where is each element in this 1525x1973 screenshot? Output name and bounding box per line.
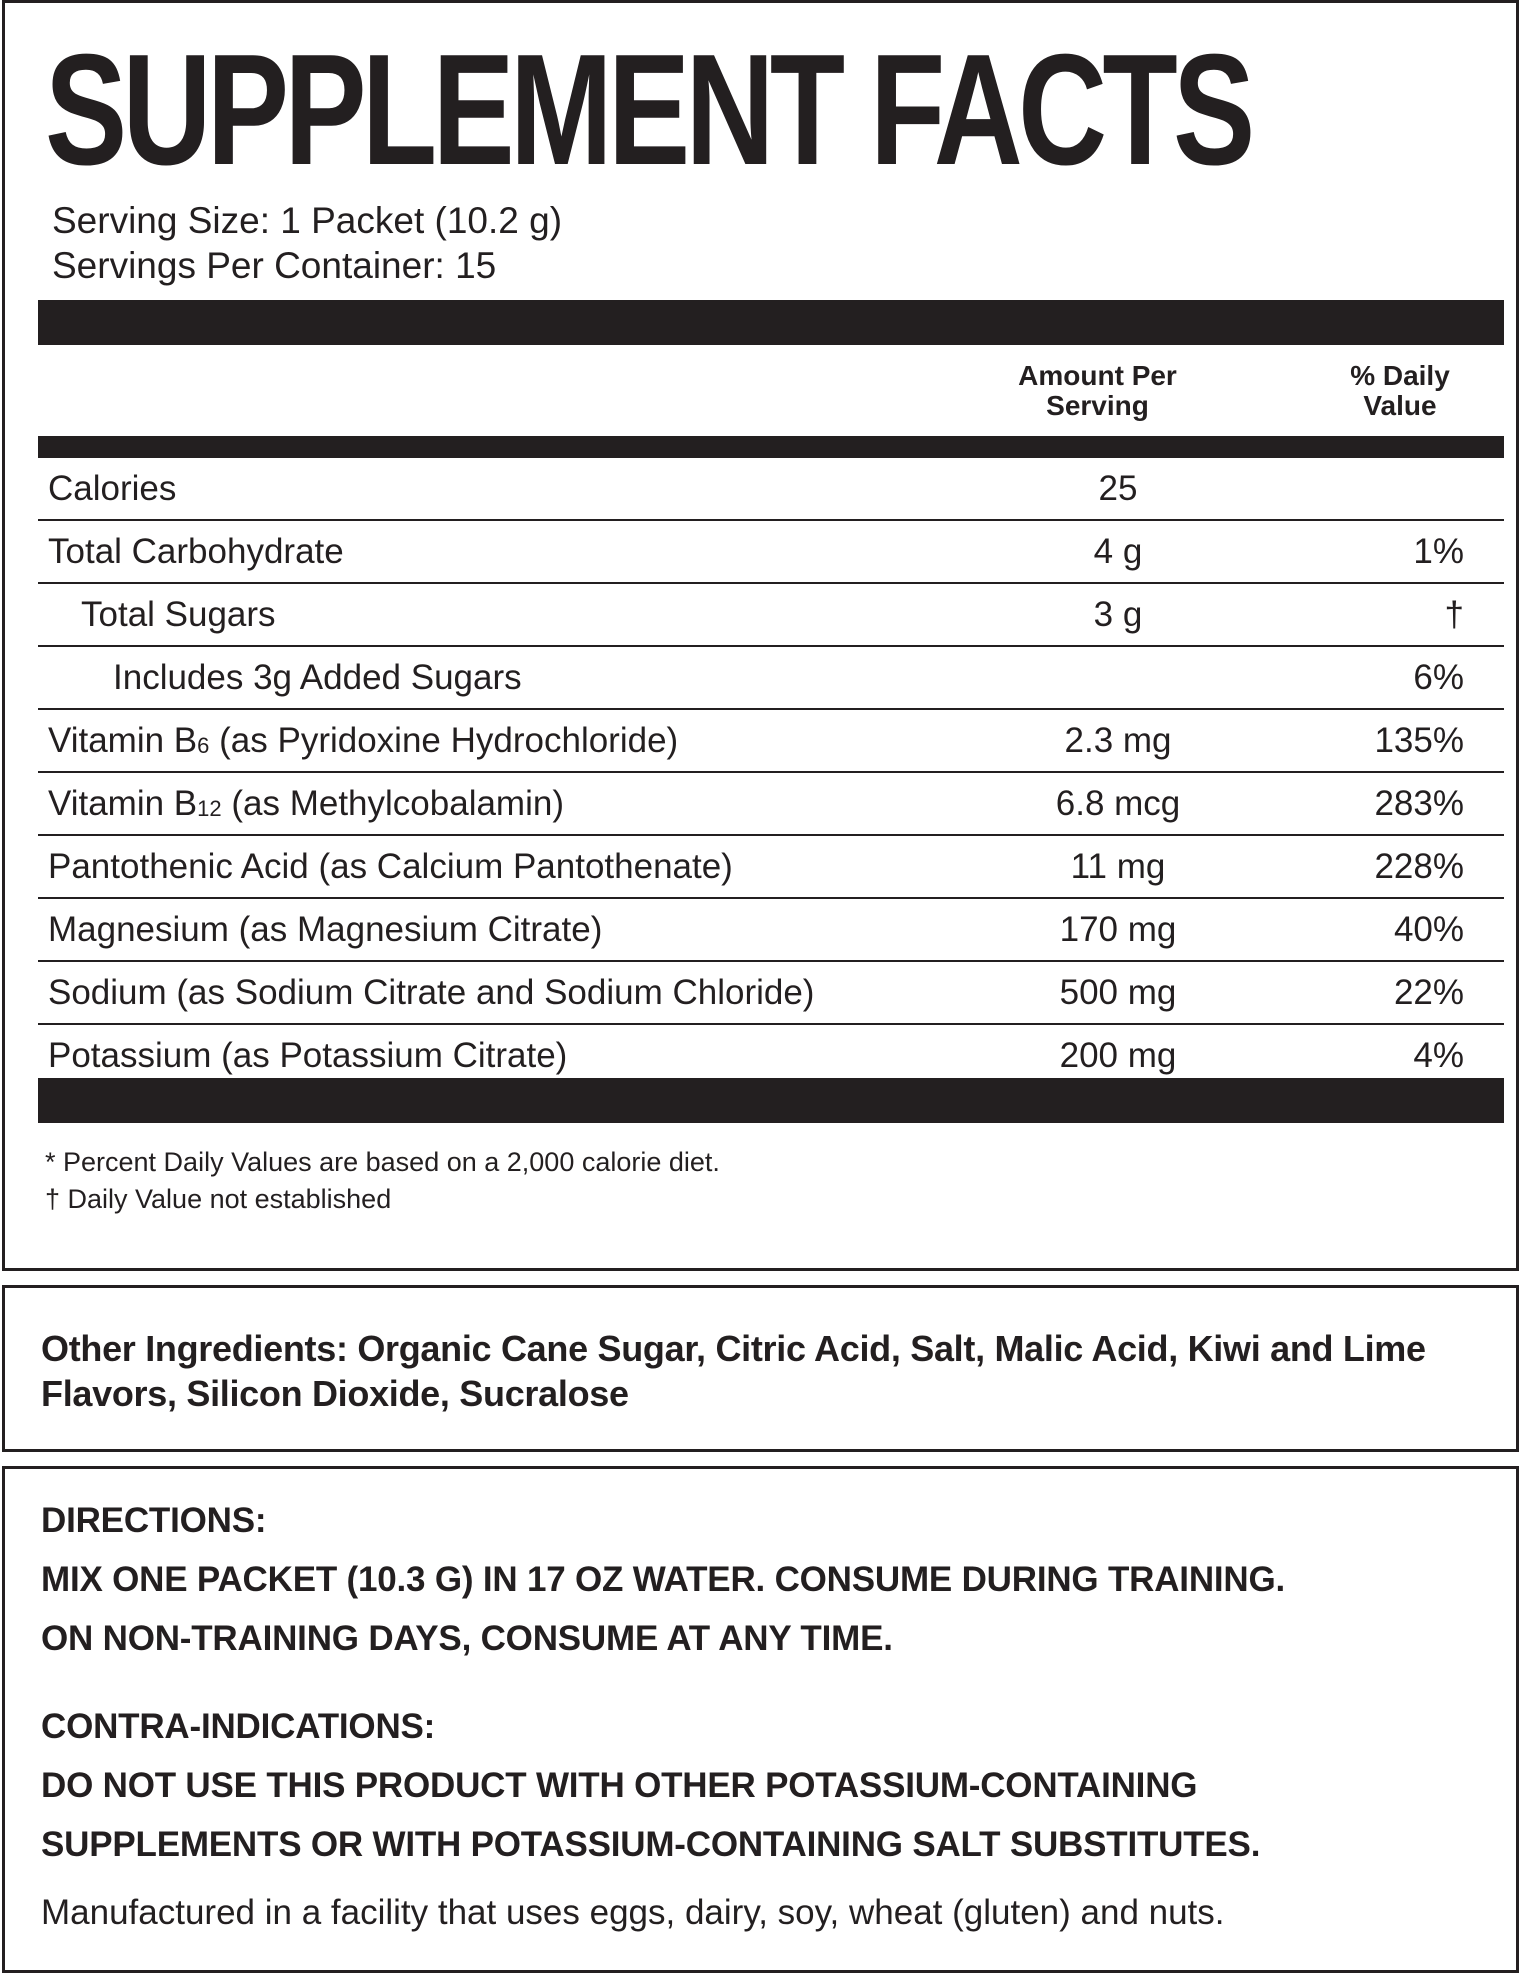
nutrient-name-main: Vitamin B — [48, 784, 198, 823]
nutrient-amount: 6.8 mcg — [1055, 784, 1181, 823]
nutrient-daily-value: 4% — [1413, 1036, 1464, 1075]
allergen-statement: Manufactured in a facility that uses eggs, dairy, soy, wheat (gluten) and nuts. — [41, 1893, 1225, 1932]
footnote-dagger: † Daily Value not established — [45, 1184, 392, 1214]
nutrient-daily-value: 1% — [1413, 532, 1464, 571]
nutrient-name — [48, 721, 678, 765]
nutrient-amount: 4 g — [1093, 532, 1143, 571]
nutrient-name: Magnesium (as Magnesium Citrate) — [48, 910, 603, 949]
nutrient-daily-value: 22% — [1393, 973, 1464, 1012]
table-row — [38, 899, 1504, 962]
table-row — [38, 836, 1504, 899]
thick-divider-bottom — [38, 1078, 1504, 1123]
nutrient-name-source: (as Pyridoxine Hydrochloride) — [209, 721, 679, 760]
table-row — [38, 521, 1504, 584]
nutrient-name: Total Sugars — [81, 595, 276, 634]
contra-indications-line-1: DO NOT USE THIS PRODUCT WITH OTHER POTASSIUM-CONTAINING — [41, 1766, 1198, 1805]
nutrient-name: Sodium (as Sodium Citrate and Sodium Chloride) — [48, 973, 815, 1012]
directions-line-2: ON NON-TRAINING DAYS, CONSUME AT ANY TIME. — [41, 1619, 893, 1658]
nutrient-amount: 500 mg — [1059, 973, 1177, 1012]
nutrient-name: Pantothenic Acid (as Calcium Pantothenate) — [48, 847, 733, 886]
nutrient-amount: 200 mg — [1059, 1036, 1177, 1075]
nutrient-daily-value: † — [1444, 595, 1464, 634]
table-row — [38, 773, 1504, 836]
nutrient-amount: 3 g — [1093, 595, 1143, 634]
thick-divider-top — [38, 300, 1504, 345]
nutrient-amount: 170 mg — [1059, 910, 1177, 949]
table-row — [38, 710, 1504, 773]
table-row — [38, 1025, 1504, 1086]
nutrient-name-source: (as Methylcobalamin) — [221, 784, 564, 823]
nutrient-daily-value: 228% — [1374, 847, 1464, 886]
nutrient-amount: 2.3 mg — [1064, 721, 1172, 760]
nutrient-name-subscript: 6 — [197, 733, 210, 758]
nutrient-table — [38, 458, 1504, 1086]
table-row — [38, 458, 1504, 521]
nutrient-name: Potassium (as Potassium Citrate) — [48, 1036, 568, 1075]
panel-title: SUPPLEMENT FACTS — [45, 22, 1251, 198]
supplement-facts-panel — [2, 0, 1519, 1271]
daily-value-header — [1315, 361, 1485, 421]
dv-header-line2: Value — [1363, 390, 1437, 421]
other-ingredients-panel — [2, 1285, 1519, 1452]
other-ingredients-text: Other Ingredients: Organic Cane Sugar, Citric Acid, Salt, Malic Acid, Kiwi and Lime Flavors, Silicon Dioxide, Sucralose — [41, 1328, 1426, 1414]
amount-header-line2: Serving — [1046, 390, 1149, 421]
dv-header-line1: % Daily — [1350, 360, 1450, 391]
amount-header-line1: Amount Per — [1018, 360, 1177, 391]
nutrient-name-subscript: 12 — [197, 796, 222, 821]
nutrient-daily-value: 40% — [1393, 910, 1464, 949]
nutrient-name: Calories — [48, 469, 177, 508]
serving-size: Serving Size: 1 Packet (10.2 g) — [52, 200, 563, 241]
nutrient-amount: 11 mg — [1070, 847, 1166, 886]
table-row — [38, 647, 1504, 710]
directions-heading: DIRECTIONS: — [41, 1501, 267, 1540]
nutrient-name: Total Carbohydrate — [48, 532, 344, 571]
contra-indications-heading: CONTRA-INDICATIONS: — [41, 1707, 436, 1746]
nutrient-daily-value: 135% — [1374, 721, 1464, 760]
directions-line-1: MIX ONE PACKET (10.3 G) IN 17 OZ WATER. CONSUME DURING TRAINING. — [41, 1560, 1286, 1599]
nutrient-name-main: Vitamin B — [48, 721, 198, 760]
table-row — [38, 962, 1504, 1025]
nutrient-amount: 25 — [1098, 469, 1138, 508]
servings-per-container: Servings Per Container: 15 — [52, 245, 497, 286]
nutrient-name: Includes 3g Added Sugars — [113, 658, 522, 697]
thick-divider-mid — [38, 436, 1504, 458]
nutrient-name — [48, 784, 564, 828]
contra-indications-line-2: SUPPLEMENTS OR WITH POTASSIUM-CONTAINING SALT SUBSTITUTES. — [41, 1825, 1261, 1864]
table-row — [38, 584, 1504, 647]
amount-per-serving-header — [985, 361, 1210, 421]
nutrient-daily-value: 6% — [1413, 658, 1464, 697]
nutrient-daily-value: 283% — [1374, 784, 1464, 823]
footnote-daily-values: * Percent Daily Values are based on a 2,000 calorie diet. — [45, 1147, 720, 1177]
directions-panel — [2, 1466, 1519, 1973]
